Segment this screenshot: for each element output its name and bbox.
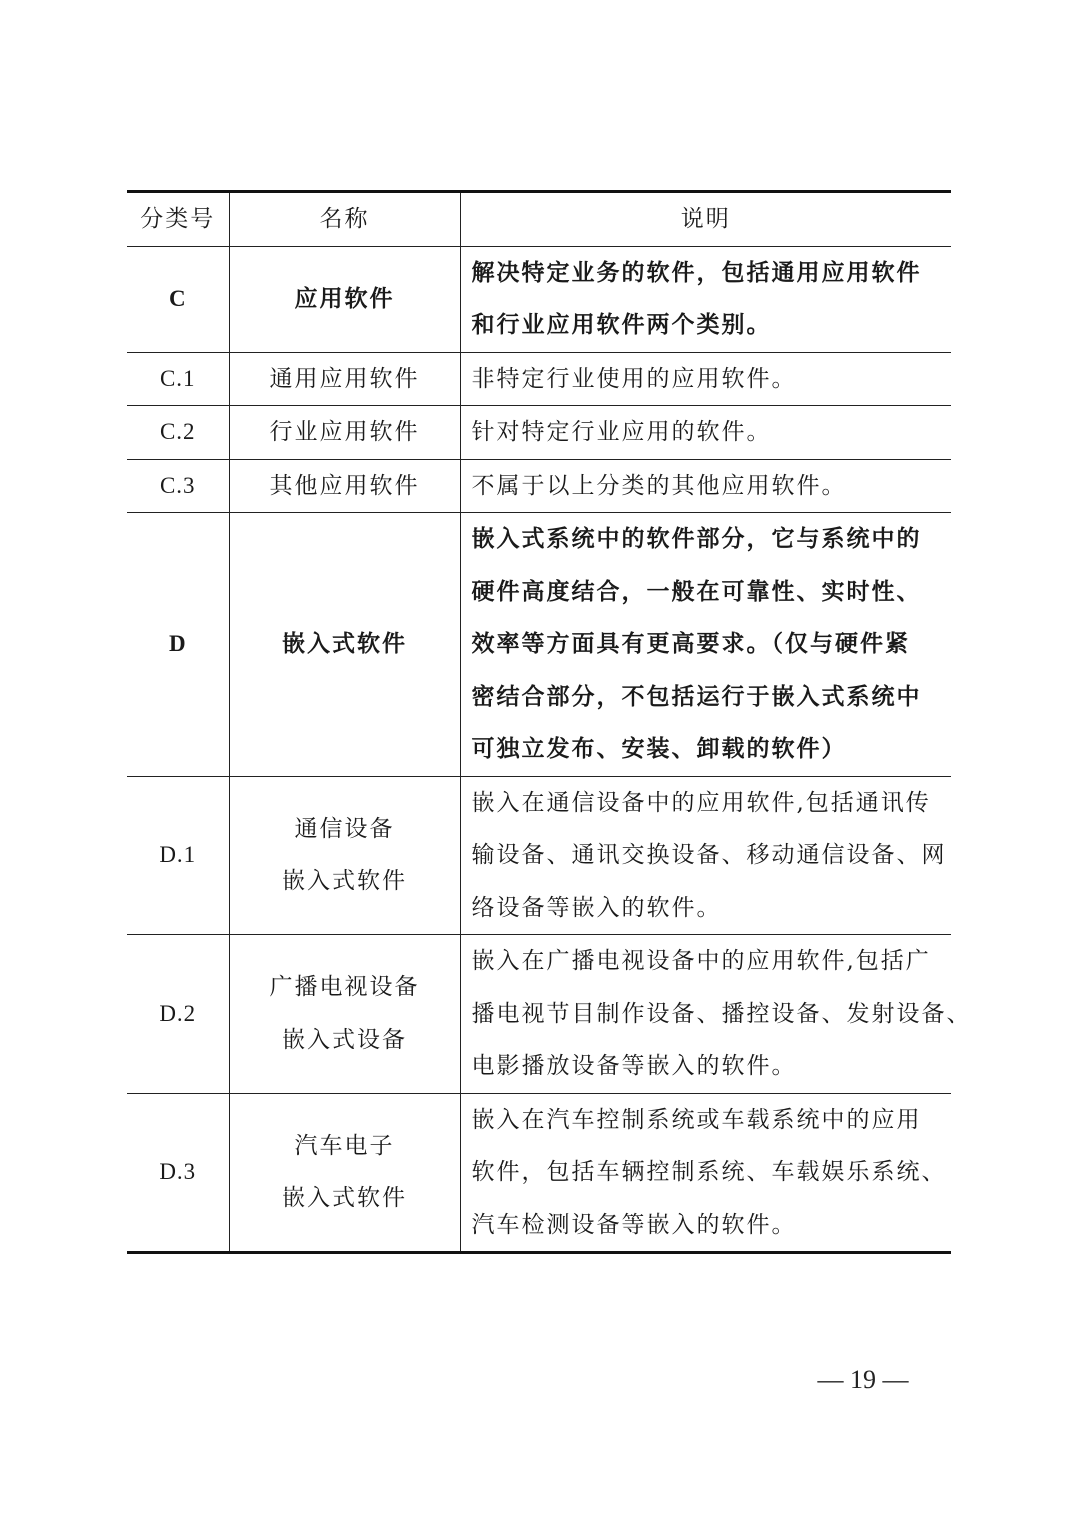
row-code-text: D.3: [159, 1159, 197, 1184]
classification-table: [127, 190, 972, 1254]
row-code: [127, 459, 229, 513]
row-description-line: 络设备等嵌入的软件。: [471, 894, 722, 921]
row-description-line: 嵌入在通信设备中的应用软件,包括通讯传: [471, 789, 931, 816]
header-code: 分类号: [127, 192, 229, 247]
row-name-line: 嵌入式软件: [282, 630, 407, 657]
row-code: [127, 1093, 229, 1253]
row-description-line: 播电视节目制作设备、播控设备、发射设备、: [471, 1000, 972, 1027]
row-code-text: C: [168, 285, 187, 311]
table-row: [127, 776, 951, 935]
row-description-line: 非特定行业使用的应用软件。: [471, 365, 797, 392]
row-description: [460, 352, 951, 406]
row-description: [460, 246, 951, 352]
page-number: — 19 —: [817, 1365, 909, 1394]
row-description-line: 不属于以上分类的其他应用软件。: [471, 472, 847, 499]
row-code-text: C.3: [159, 472, 196, 498]
row-name-line: 应用软件: [294, 284, 395, 312]
table-row: [127, 246, 951, 352]
row-description: [460, 776, 951, 935]
row-name-line: 其他应用软件: [269, 472, 420, 499]
table-row: [127, 459, 951, 513]
row-name-line: 汽车电子: [294, 1132, 395, 1159]
row-code: [127, 776, 229, 935]
row-description-line: 软件，包括车辆控制系统、车载娱乐系统、: [471, 1159, 947, 1185]
row-description: [460, 935, 972, 1094]
row-name: [229, 1093, 460, 1253]
table-row: [127, 1093, 951, 1253]
table-row: [127, 935, 951, 1094]
table-row: [127, 352, 951, 406]
row-description-line: 输设备、通讯交换设备、移动通信设备、网: [471, 842, 947, 868]
row-name: [229, 776, 460, 935]
row-description-line: 解决特定业务的软件，包括通用应用软件: [471, 258, 922, 286]
row-name-line: 广播电视设备: [269, 974, 420, 1001]
row-description-line: 嵌入在广播电视设备中的应用软件,包括广: [471, 948, 931, 974]
row-code-text: C.1: [159, 365, 196, 391]
row-name: [229, 352, 460, 406]
row-name-line: 行业应用软件: [269, 419, 420, 445]
row-description: [460, 1093, 951, 1253]
row-description: [460, 406, 951, 460]
row-description-line: 汽车检测设备等嵌入的软件。: [471, 1211, 797, 1238]
table-row: [127, 406, 951, 460]
row-code: [127, 246, 229, 352]
row-name-line: 嵌入式设备: [282, 1026, 407, 1053]
table-row: [127, 513, 951, 777]
row-description-line: 和行业应用软件两个类别。: [471, 311, 772, 338]
row-name: [229, 513, 460, 777]
row-code: [127, 935, 229, 1094]
row-code: [127, 352, 229, 406]
row-code-text: C.2: [159, 419, 196, 444]
row-name: [229, 459, 460, 513]
table-body: [127, 246, 972, 1253]
row-description-line: 硬件高度结合，一般在可靠性、实时性、: [471, 577, 922, 605]
row-code: [127, 513, 229, 777]
row-code-text: D.1: [159, 842, 197, 867]
row-name: [229, 935, 460, 1094]
row-name-line: 嵌入式软件: [282, 1185, 407, 1212]
row-description-line: 嵌入在汽车控制系统或车载系统中的应用: [471, 1106, 922, 1133]
row-description-line: 嵌入式系统中的软件部分，它与系统中的: [471, 525, 922, 552]
row-name: [229, 246, 460, 352]
row-name: [229, 406, 460, 460]
row-description: [460, 513, 951, 777]
row-description: [460, 459, 951, 513]
row-code: [127, 406, 229, 460]
header-name: 名称: [229, 192, 460, 247]
row-description-line: 效率等方面具有更高要求。（仅与硬件紧: [471, 630, 910, 657]
row-code-text: D.2: [159, 1000, 197, 1026]
row-description-line: 针对特定行业应用的软件。: [471, 419, 772, 445]
row-description-line: 可独立发布、安装、卸载的软件）: [471, 735, 847, 762]
header-desc: 说明: [460, 192, 951, 247]
row-name-line: 通信设备: [294, 815, 395, 842]
row-description-line: 电影播放设备等嵌入的软件。: [471, 1053, 797, 1079]
row-description-line: 密结合部分，不包括运行于嵌入式系统中: [471, 682, 922, 710]
row-code-text: D: [168, 631, 187, 656]
table-header-row: [127, 192, 951, 247]
row-name-line: 通用应用软件: [269, 365, 420, 392]
row-name-line: 嵌入式软件: [282, 868, 407, 895]
